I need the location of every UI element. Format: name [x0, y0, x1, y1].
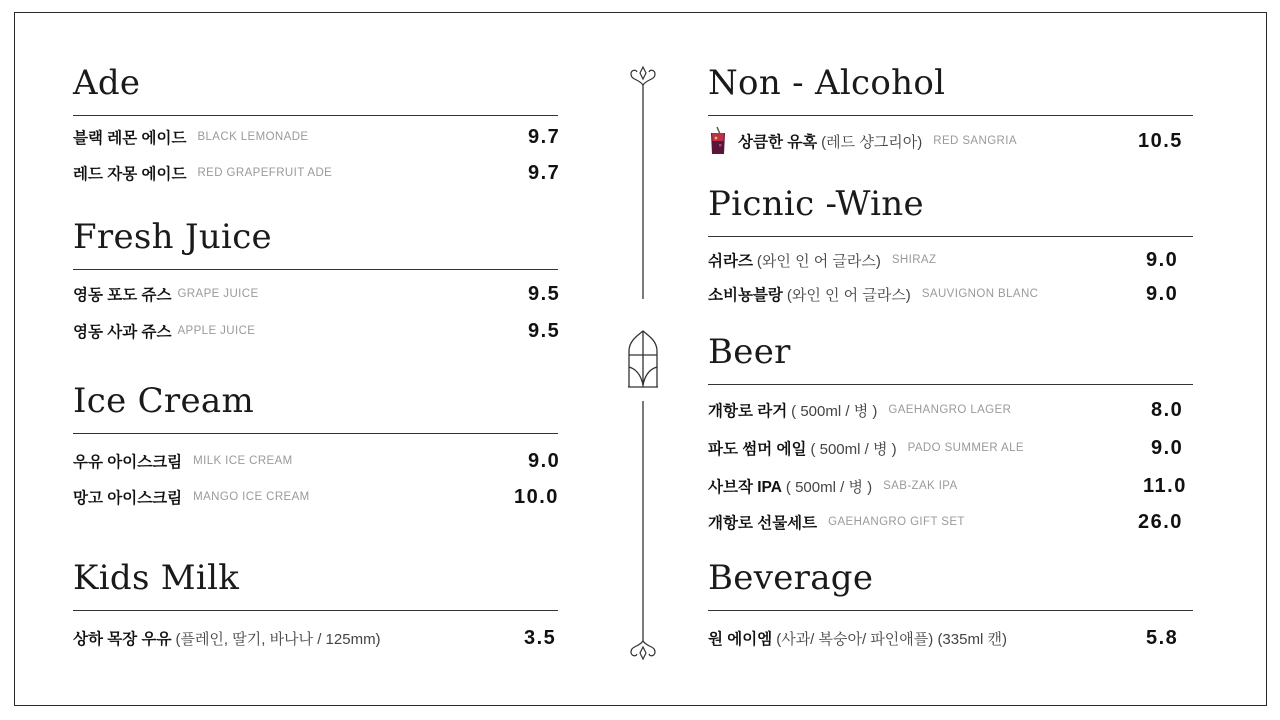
- menu-item: [73, 282, 561, 306]
- item-name-ko: 영동 사과 쥬스: [73, 324, 172, 341]
- item-name-ko: 망고 아이스크림: [73, 490, 183, 507]
- item-price: 11.0: [1143, 475, 1187, 497]
- item-name-en: GRAPE JUICE: [177, 288, 259, 300]
- section-title: Fresh Juice: [73, 217, 272, 257]
- section-title: Kids Milk: [73, 558, 240, 598]
- section-title: Beverage: [708, 558, 874, 598]
- item-name-ko: 개항로 선물세트: [708, 515, 818, 532]
- section-title: Ice Cream: [73, 381, 255, 421]
- item-name-en: SHIRAZ: [891, 254, 937, 266]
- item-name-ko: 레드 자몽 에이드: [73, 166, 187, 183]
- item-price: 9.5: [528, 283, 561, 305]
- arched-window-icon: [628, 331, 658, 387]
- section-rule: [708, 115, 1193, 116]
- section-fresh-juice: [73, 217, 561, 342]
- item-detail: (사과/ 복숭아/ 파인애플) (335ml 캔): [776, 630, 1007, 648]
- section-rule: [708, 384, 1193, 385]
- sangria-glass-icon: [708, 126, 728, 156]
- item-name-ko: 소비뇽블랑: [708, 287, 783, 304]
- item-price: 10.0: [514, 486, 559, 508]
- item-detail: (와인 인 어 글라스): [756, 252, 881, 270]
- menu-item: [708, 129, 1193, 153]
- menu-item: [73, 485, 558, 509]
- item-name-ko: 개항로 라거: [708, 403, 788, 420]
- item-name-en: PADO SUMMER ALE: [907, 442, 1024, 454]
- item-price: 26.0: [1138, 511, 1183, 533]
- menu-item: [73, 319, 561, 343]
- menu-item: [73, 161, 561, 185]
- menu-item: [708, 248, 1193, 272]
- item-detail: ( 500ml / 병 ): [791, 402, 878, 420]
- item-name-en: BLACK LEMONADE: [197, 131, 309, 143]
- item-name-en: SAB-ZAK IPA: [883, 480, 958, 492]
- fleuron-ornament-icon: [631, 67, 655, 85]
- item-price: 10.5: [1138, 130, 1183, 152]
- item-name-ko: 우유 아이스크림: [73, 454, 183, 471]
- item-name-en: SAUVIGNON BLANC: [921, 288, 1039, 300]
- item-detail: (플레인, 딸기, 바나나 / 125mm): [175, 630, 381, 648]
- item-detail: (와인 인 어 글라스): [786, 286, 911, 304]
- item-name-ko: 상하 목장 우유: [73, 631, 172, 648]
- item-price: 9.0: [528, 450, 561, 472]
- section-rule: [73, 433, 558, 434]
- item-price: 9.0: [1151, 437, 1184, 459]
- menu-item: [708, 474, 1193, 498]
- item-name-en: APPLE JUICE: [177, 325, 256, 337]
- section-beverage: [708, 558, 1193, 649]
- item-name-ko: 사브작 IPA: [708, 479, 782, 496]
- fleuron-ornament-icon: [631, 641, 655, 659]
- menu-item: [73, 449, 561, 473]
- item-name-ko: 파도 썸머 에일: [708, 441, 807, 458]
- menu-item: [708, 510, 1193, 534]
- menu-item: [708, 398, 1193, 422]
- item-name-en: GAEHANGRO GIFT SET: [828, 516, 965, 528]
- item-detail: (레드 샹그리아): [821, 133, 923, 151]
- item-name-en: GAEHANGRO LAGER: [888, 404, 1012, 416]
- item-name-en: RED GRAPEFRUIT ADE: [197, 167, 333, 179]
- item-name-en: RED SANGRIA: [933, 135, 1017, 147]
- section-title: Beer: [708, 332, 791, 372]
- section-ade: [73, 63, 561, 184]
- item-price: 9.0: [1146, 283, 1179, 305]
- item-name-en: MILK ICE CREAM: [193, 455, 293, 467]
- item-name-ko: 쉬라즈: [708, 253, 753, 270]
- item-name-ko: 영동 포도 쥬스: [73, 287, 172, 304]
- item-price: 3.5: [524, 627, 557, 649]
- section-picnic-wine: [708, 184, 1193, 305]
- item-name-ko: 상큼한 유혹: [738, 134, 818, 151]
- section-title: Non - Alcohol: [708, 63, 946, 103]
- item-price: 9.5: [528, 320, 561, 342]
- center-divider: [627, 63, 659, 667]
- section-rule: [73, 269, 558, 270]
- menu-item: [73, 125, 561, 149]
- item-name-ko: 블랙 레몬 에이드: [73, 130, 187, 147]
- item-price: 8.0: [1151, 399, 1184, 421]
- menu-item: [73, 626, 558, 650]
- section-non-alcohol: [708, 63, 1193, 152]
- item-price: 5.8: [1146, 627, 1179, 649]
- menu-board: [14, 12, 1267, 706]
- item-detail: ( 500ml / 병 ): [785, 478, 873, 496]
- item-detail: ( 500ml / 병 ): [810, 440, 897, 458]
- menu-item: [708, 436, 1193, 460]
- item-price: 9.7: [528, 162, 561, 184]
- section-rule: [73, 610, 558, 611]
- item-price: 9.0: [1146, 249, 1179, 271]
- menu-item: [708, 626, 1193, 650]
- section-rule: [73, 115, 558, 116]
- section-kids-milk: [73, 558, 558, 649]
- section-ice-cream: [73, 381, 561, 508]
- item-name-en: MANGO ICE CREAM: [193, 491, 310, 503]
- section-title: Ade: [73, 63, 141, 103]
- menu-item: [708, 282, 1193, 306]
- item-name-ko: 원 에이엠: [708, 631, 773, 648]
- section-rule: [708, 610, 1193, 611]
- item-price: 9.7: [528, 126, 561, 148]
- section-beer: [708, 332, 1193, 533]
- section-title: Picnic -Wine: [708, 184, 924, 224]
- section-rule: [708, 236, 1193, 237]
